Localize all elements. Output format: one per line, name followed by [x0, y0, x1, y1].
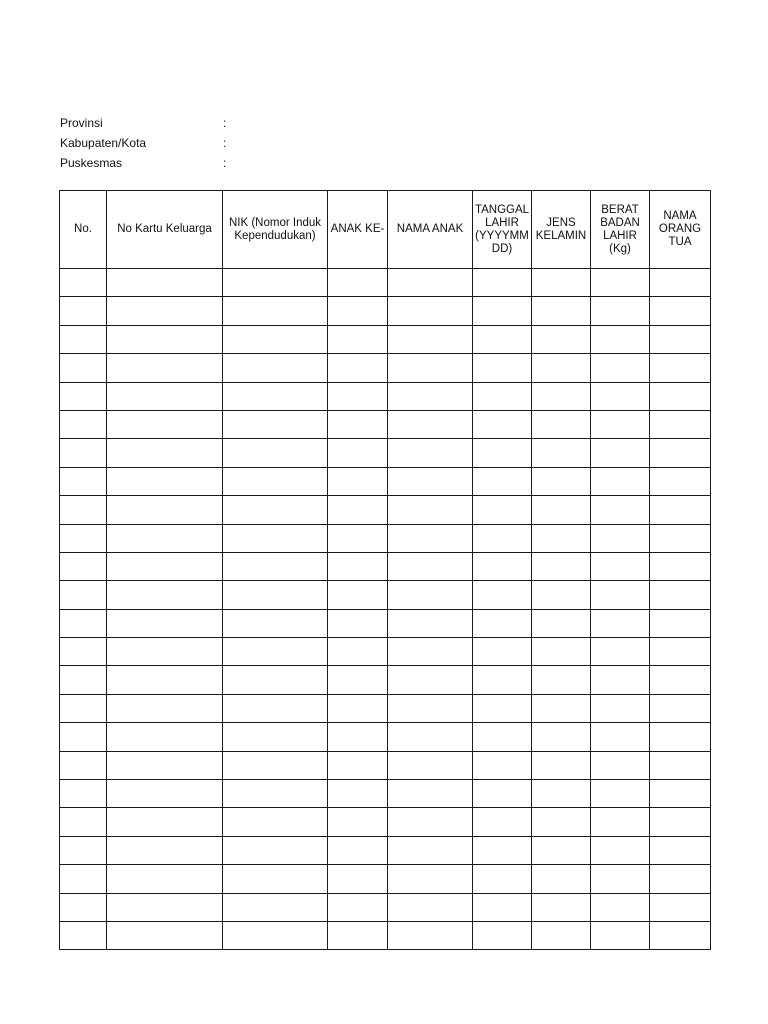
provinsi-colon: : [223, 116, 227, 130]
table-row [60, 666, 711, 694]
table-cell [328, 524, 388, 552]
puskesmas-label: Puskesmas [60, 156, 123, 170]
table-cell [650, 552, 711, 580]
table-cell [473, 410, 532, 438]
table-cell [532, 751, 591, 779]
table-cell [60, 893, 107, 921]
table-cell [591, 269, 650, 297]
table-cell [473, 467, 532, 495]
table-cell [388, 836, 473, 864]
table-cell [388, 921, 473, 949]
table-cell [107, 609, 223, 637]
table-row [60, 609, 711, 637]
provinsi-label: Provinsi [60, 116, 103, 130]
table-cell [107, 921, 223, 949]
table-cell [388, 780, 473, 808]
table-cell [473, 609, 532, 637]
table-cell [388, 297, 473, 325]
table-cell [388, 865, 473, 893]
table-cell [532, 552, 591, 580]
table-cell [107, 354, 223, 382]
table-cell [388, 467, 473, 495]
table-cell [388, 382, 473, 410]
header-nik: NIK (Nomor Induk Kependudukan) [223, 191, 328, 269]
table-cell [60, 609, 107, 637]
table-cell [650, 666, 711, 694]
table-cell [60, 552, 107, 580]
table-cell [591, 354, 650, 382]
table-cell [223, 439, 328, 467]
kabupaten-kota-colon: : [223, 136, 227, 150]
table-cell [388, 496, 473, 524]
table-cell [473, 524, 532, 552]
table-cell [650, 723, 711, 751]
table-cell [223, 382, 328, 410]
table-row [60, 723, 711, 751]
table-cell [223, 865, 328, 893]
table-cell [388, 723, 473, 751]
table-cell [532, 808, 591, 836]
table-cell [107, 496, 223, 524]
table-row [60, 496, 711, 524]
table-cell [591, 439, 650, 467]
table-cell [650, 269, 711, 297]
table-cell [60, 439, 107, 467]
table-cell [223, 751, 328, 779]
table-cell [532, 382, 591, 410]
table-cell [107, 836, 223, 864]
table-cell [60, 496, 107, 524]
table-cell [107, 439, 223, 467]
table-row [60, 297, 711, 325]
header-nama-orang-tua: NAMA ORANG TUA [650, 191, 711, 269]
table-cell [328, 666, 388, 694]
table-cell [223, 354, 328, 382]
table-cell [223, 638, 328, 666]
table-cell [107, 467, 223, 495]
table-cell [223, 921, 328, 949]
header-nama-anak: NAMA ANAK [388, 191, 473, 269]
table-cell [532, 836, 591, 864]
table-cell [60, 836, 107, 864]
table-cell [223, 410, 328, 438]
table-row [60, 638, 711, 666]
table-cell [388, 524, 473, 552]
header-jenis-kelamin: JENS KELAMIN [532, 191, 591, 269]
table-cell [60, 780, 107, 808]
table-cell [328, 723, 388, 751]
table-cell [591, 297, 650, 325]
table-cell [473, 496, 532, 524]
table-cell [107, 638, 223, 666]
table-cell [60, 382, 107, 410]
table-cell [107, 723, 223, 751]
table-cell [388, 581, 473, 609]
table-cell [473, 921, 532, 949]
table-row [60, 524, 711, 552]
header-no: No. [60, 191, 107, 269]
table-cell [650, 751, 711, 779]
table-cell [388, 269, 473, 297]
table-cell [328, 467, 388, 495]
table-cell [591, 921, 650, 949]
table-cell [328, 836, 388, 864]
table-cell [223, 893, 328, 921]
table-row [60, 694, 711, 722]
table-cell [328, 581, 388, 609]
table-cell [650, 382, 711, 410]
table-cell [650, 467, 711, 495]
table-cell [650, 780, 711, 808]
table-cell [650, 921, 711, 949]
table-cell [650, 496, 711, 524]
table-cell [107, 751, 223, 779]
table-cell [532, 694, 591, 722]
table-row [60, 552, 711, 580]
table-cell [532, 524, 591, 552]
table-cell [591, 780, 650, 808]
table-cell [473, 666, 532, 694]
table-cell [473, 694, 532, 722]
table-row [60, 581, 711, 609]
table-cell [473, 581, 532, 609]
table-cell [650, 439, 711, 467]
table-cell [532, 865, 591, 893]
table-cell [223, 666, 328, 694]
header-anak-ke: ANAK KE- [328, 191, 388, 269]
table-cell [223, 524, 328, 552]
table-row [60, 410, 711, 438]
table-cell [591, 666, 650, 694]
puskesmas-colon: : [223, 156, 227, 170]
table-cell [473, 865, 532, 893]
table-cell [107, 524, 223, 552]
table-cell [388, 410, 473, 438]
table-cell [591, 325, 650, 353]
table-cell [532, 666, 591, 694]
table-cell [650, 524, 711, 552]
table-cell [223, 325, 328, 353]
table-cell [60, 325, 107, 353]
table-cell [532, 581, 591, 609]
table-cell [473, 552, 532, 580]
table-cell [328, 410, 388, 438]
table-row [60, 808, 711, 836]
table-cell [223, 723, 328, 751]
table-cell [328, 325, 388, 353]
table-cell [650, 410, 711, 438]
table-cell [328, 609, 388, 637]
table-cell [328, 694, 388, 722]
table-cell [328, 638, 388, 666]
table-cell [388, 552, 473, 580]
table-cell [591, 410, 650, 438]
table-cell [532, 439, 591, 467]
table-cell [591, 496, 650, 524]
table-cell [388, 439, 473, 467]
header-tanggal-lahir: TANGGAL LAHIR (YYYYMM DD) [473, 191, 532, 269]
table-cell [650, 354, 711, 382]
table-cell [223, 609, 328, 637]
table-cell [223, 694, 328, 722]
table-cell [223, 808, 328, 836]
table-cell [650, 581, 711, 609]
table-cell [388, 694, 473, 722]
table-cell [328, 780, 388, 808]
table-cell [388, 666, 473, 694]
table-cell [60, 921, 107, 949]
table-cell [60, 723, 107, 751]
table-row [60, 751, 711, 779]
table-cell [473, 808, 532, 836]
table-cell [591, 865, 650, 893]
header-no-kartu-keluarga: No Kartu Keluarga [107, 191, 223, 269]
table-cell [388, 751, 473, 779]
table-row [60, 382, 711, 410]
table-cell [650, 865, 711, 893]
table-cell [107, 297, 223, 325]
table-cell [107, 808, 223, 836]
table-cell [328, 354, 388, 382]
table-cell [650, 325, 711, 353]
table-cell [388, 893, 473, 921]
table-cell [107, 666, 223, 694]
table-cell [650, 297, 711, 325]
table-cell [473, 751, 532, 779]
table-cell [591, 638, 650, 666]
table-cell [107, 780, 223, 808]
table-cell [223, 496, 328, 524]
table-cell [591, 836, 650, 864]
table-cell [532, 325, 591, 353]
table-cell [650, 694, 711, 722]
table-cell [328, 439, 388, 467]
table-cell [223, 552, 328, 580]
table-row [60, 780, 711, 808]
table-cell [60, 694, 107, 722]
table-cell [60, 808, 107, 836]
table-cell [473, 638, 532, 666]
table-cell [107, 694, 223, 722]
table-cell [473, 297, 532, 325]
table-cell [107, 581, 223, 609]
table-cell [591, 467, 650, 495]
table-cell [473, 780, 532, 808]
table-cell [388, 808, 473, 836]
table-cell [650, 808, 711, 836]
table-cell [328, 808, 388, 836]
header-berat-badan-lahir: BERAT BADAN LAHIR (Kg) [591, 191, 650, 269]
table-cell [650, 638, 711, 666]
table-cell [60, 666, 107, 694]
table-cell [107, 410, 223, 438]
table-cell [60, 269, 107, 297]
table-cell [473, 723, 532, 751]
table-cell [591, 524, 650, 552]
table-row [60, 439, 711, 467]
table-cell [328, 751, 388, 779]
table-cell [60, 410, 107, 438]
table-cell [60, 581, 107, 609]
table-cell [223, 269, 328, 297]
table-cell [591, 893, 650, 921]
table-cell [388, 609, 473, 637]
table-cell [328, 297, 388, 325]
table-cell [223, 836, 328, 864]
table-cell [107, 382, 223, 410]
table-row [60, 467, 711, 495]
table-cell [650, 893, 711, 921]
table-header-row [60, 191, 711, 269]
table-cell [107, 269, 223, 297]
table-cell [532, 269, 591, 297]
table-cell [650, 836, 711, 864]
table-cell [532, 723, 591, 751]
table-cell [473, 836, 532, 864]
table-cell [532, 609, 591, 637]
table-cell [591, 581, 650, 609]
table-row [60, 325, 711, 353]
table-cell [223, 780, 328, 808]
table-cell [473, 382, 532, 410]
table-cell [60, 354, 107, 382]
table-cell [60, 467, 107, 495]
table-row [60, 921, 711, 949]
table-cell [60, 865, 107, 893]
table-row [60, 893, 711, 921]
table-cell [388, 325, 473, 353]
table-cell [328, 921, 388, 949]
table-cell [532, 893, 591, 921]
table-cell [591, 723, 650, 751]
table-cell [473, 269, 532, 297]
table-cell [223, 297, 328, 325]
table-body [60, 269, 711, 950]
table-cell [223, 467, 328, 495]
kabupaten-kota-label: Kabupaten/Kota [60, 136, 147, 150]
table-cell [60, 524, 107, 552]
table-cell [532, 780, 591, 808]
table-cell [328, 893, 388, 921]
table-cell [473, 354, 532, 382]
table-cell [532, 921, 591, 949]
table-cell [388, 354, 473, 382]
table-cell [591, 382, 650, 410]
table-cell [60, 751, 107, 779]
table-cell [107, 865, 223, 893]
table-cell [532, 467, 591, 495]
table-row [60, 269, 711, 297]
table-cell [532, 297, 591, 325]
table-cell [591, 751, 650, 779]
table-cell [60, 638, 107, 666]
table-cell [60, 297, 107, 325]
table-cell [532, 354, 591, 382]
table-cell [388, 638, 473, 666]
table-cell [650, 609, 711, 637]
child-registry-table [59, 190, 711, 950]
table-cell [591, 808, 650, 836]
table-cell [591, 609, 650, 637]
table-row [60, 354, 711, 382]
table-row [60, 836, 711, 864]
table-cell [473, 439, 532, 467]
table-cell [532, 410, 591, 438]
table-cell [328, 496, 388, 524]
table-cell [107, 893, 223, 921]
table-cell [223, 581, 328, 609]
table-cell [107, 325, 223, 353]
table-cell [532, 638, 591, 666]
table-cell [591, 694, 650, 722]
table-cell [328, 865, 388, 893]
table-cell [532, 496, 591, 524]
table-cell [328, 269, 388, 297]
table-cell [591, 552, 650, 580]
table-cell [107, 552, 223, 580]
table-row [60, 865, 711, 893]
table-cell [328, 552, 388, 580]
table-cell [328, 382, 388, 410]
table-cell [473, 893, 532, 921]
table-cell [473, 325, 532, 353]
